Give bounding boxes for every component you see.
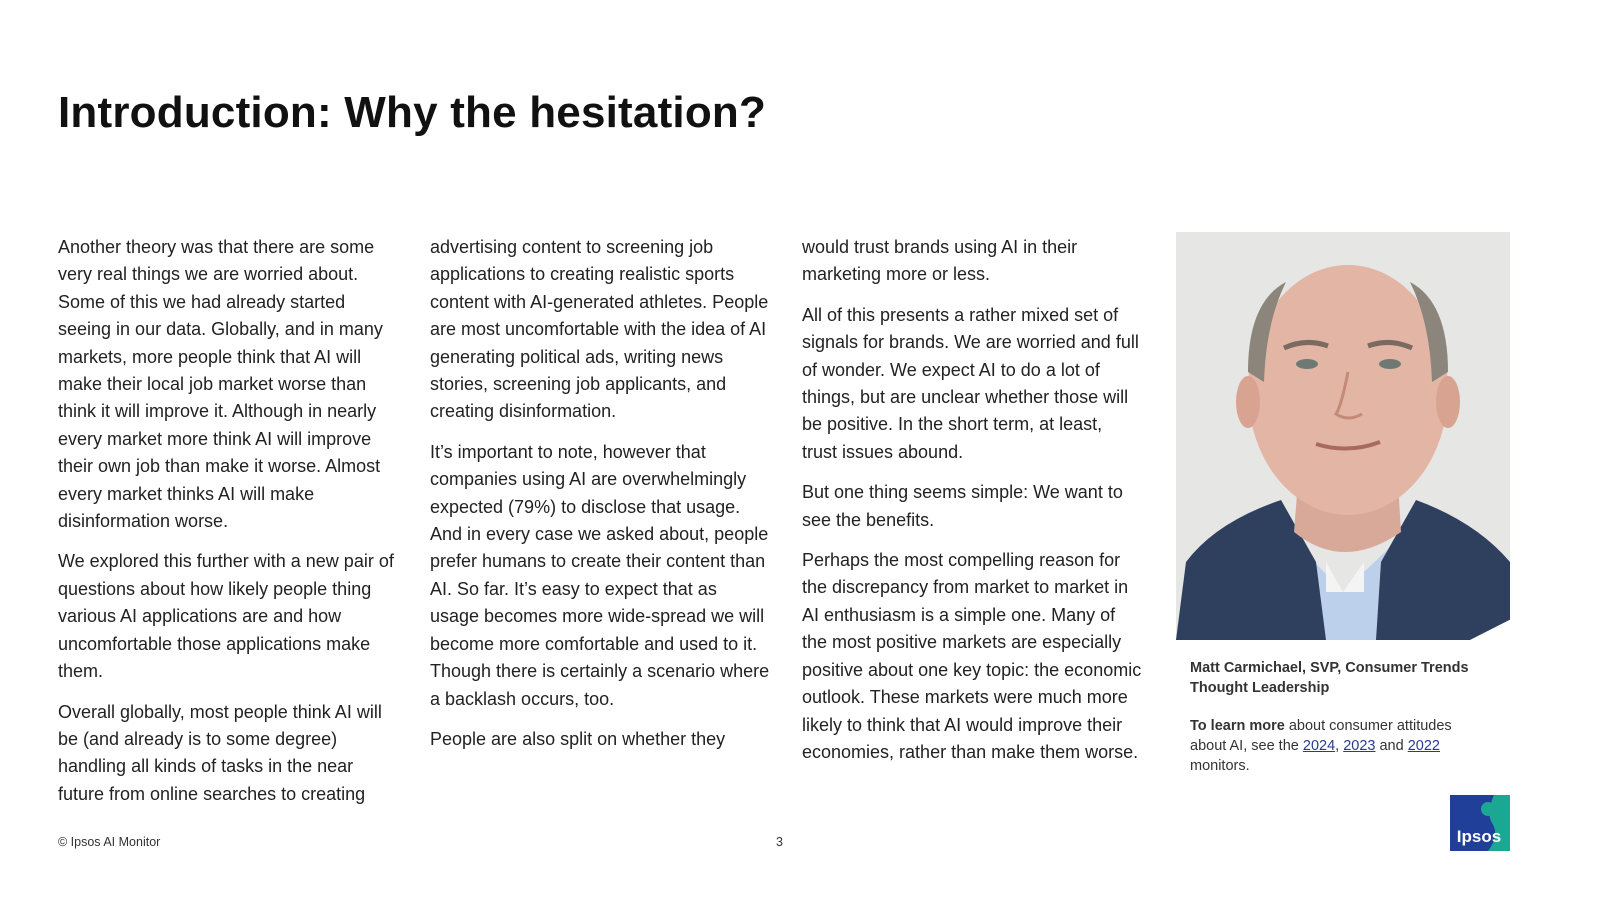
text-column-1: [58, 234, 398, 821]
paragraph: People are also split on whether they: [430, 728, 726, 749]
learn-more-text: [1190, 716, 1490, 776]
page-title: Introduction: Why the hesitation?: [58, 88, 767, 137]
page-number: 3: [776, 835, 783, 849]
learn-more-body: about consumer attitudes about AI, see the: [1190, 718, 1452, 754]
paragraph: It’s important to note, however that companies using AI are overwhelmingly expected (79%) to disclose that usage. And in every case we asked about, people prefer humans to create their content than AI. So far. It’s easy to expect that as usage becomes more wide-spread we will become more comfortable and used to it. Though there is certainly a scenario where a backlash occurs, too.: [430, 441, 770, 709]
paragraph: We explored this further with a new pair of questions about how likely people thing various AI applications are and how uncomfortable those applications make them.: [58, 551, 394, 682]
link-2022-monitor[interactable]: 2022: [1407, 738, 1440, 754]
logo-wordmark: Ipsos: [1456, 827, 1502, 846]
link-2023-monitor[interactable]: 2023: [1343, 738, 1376, 754]
paragraph: Another theory was that there are some very real things we are worried about. Some of this we had already started seeing in our data. Globally, and in many markets, more people think that AI will make their local job market worse than think it will improve it. Although in nearly every market more think AI will improve their own job than make it worse. Almost every market thinks AI will make disinformation worse.: [58, 237, 383, 532]
paragraph: would trust brands using AI in their marketing more or less.: [802, 237, 1078, 285]
ipsos-logo: [1450, 795, 1510, 851]
paragraph: advertising content to screening job applications to creating realistic sports content with AI-generated athletes. People are most uncomfortable with the idea of AI generating political ads, writing news stories, screening job applicants, and creating disinformation.: [430, 237, 769, 422]
learn-more-tail: monitors.: [1190, 758, 1250, 774]
text-column-2: [430, 234, 770, 766]
link-2024-monitor[interactable]: 2024: [1302, 738, 1336, 754]
paragraph: Perhaps the most compelling reason for the discrepancy from market to market in AI enthusiasm is a simple one. Many of the most positive markets are especially positive about one key topic: the economic outlook. These markets were much more likely to think that AI would improve their economies, rather than make them worse.: [802, 550, 1142, 762]
paragraph: Overall globally, most people think AI will be (and already is to some degree) handling all kinds of tasks in the near future from online searches to creating: [58, 701, 382, 804]
sidebar: [1190, 658, 1490, 776]
learn-more-label: To learn more: [1190, 718, 1285, 734]
text-column-3: [802, 234, 1142, 779]
separator: and: [1375, 738, 1408, 754]
paragraph: But one thing seems simple: We want to see the benefits.: [802, 482, 1123, 530]
photo-caption: Matt Carmichael, SVP, Consumer Trends Thought Leadership: [1190, 660, 1469, 696]
author-portrait: [1176, 232, 1510, 640]
separator: ,: [1335, 738, 1344, 754]
paragraph: All of this presents a rather mixed set of signals for brands. We are worried and full of wonder. We expect AI to do a lot of things, but are unclear whether those will be positive. In the short term, at least, trust issues abound.: [802, 304, 1139, 462]
footer-copyright: © Ipsos AI Monitor: [58, 835, 161, 849]
